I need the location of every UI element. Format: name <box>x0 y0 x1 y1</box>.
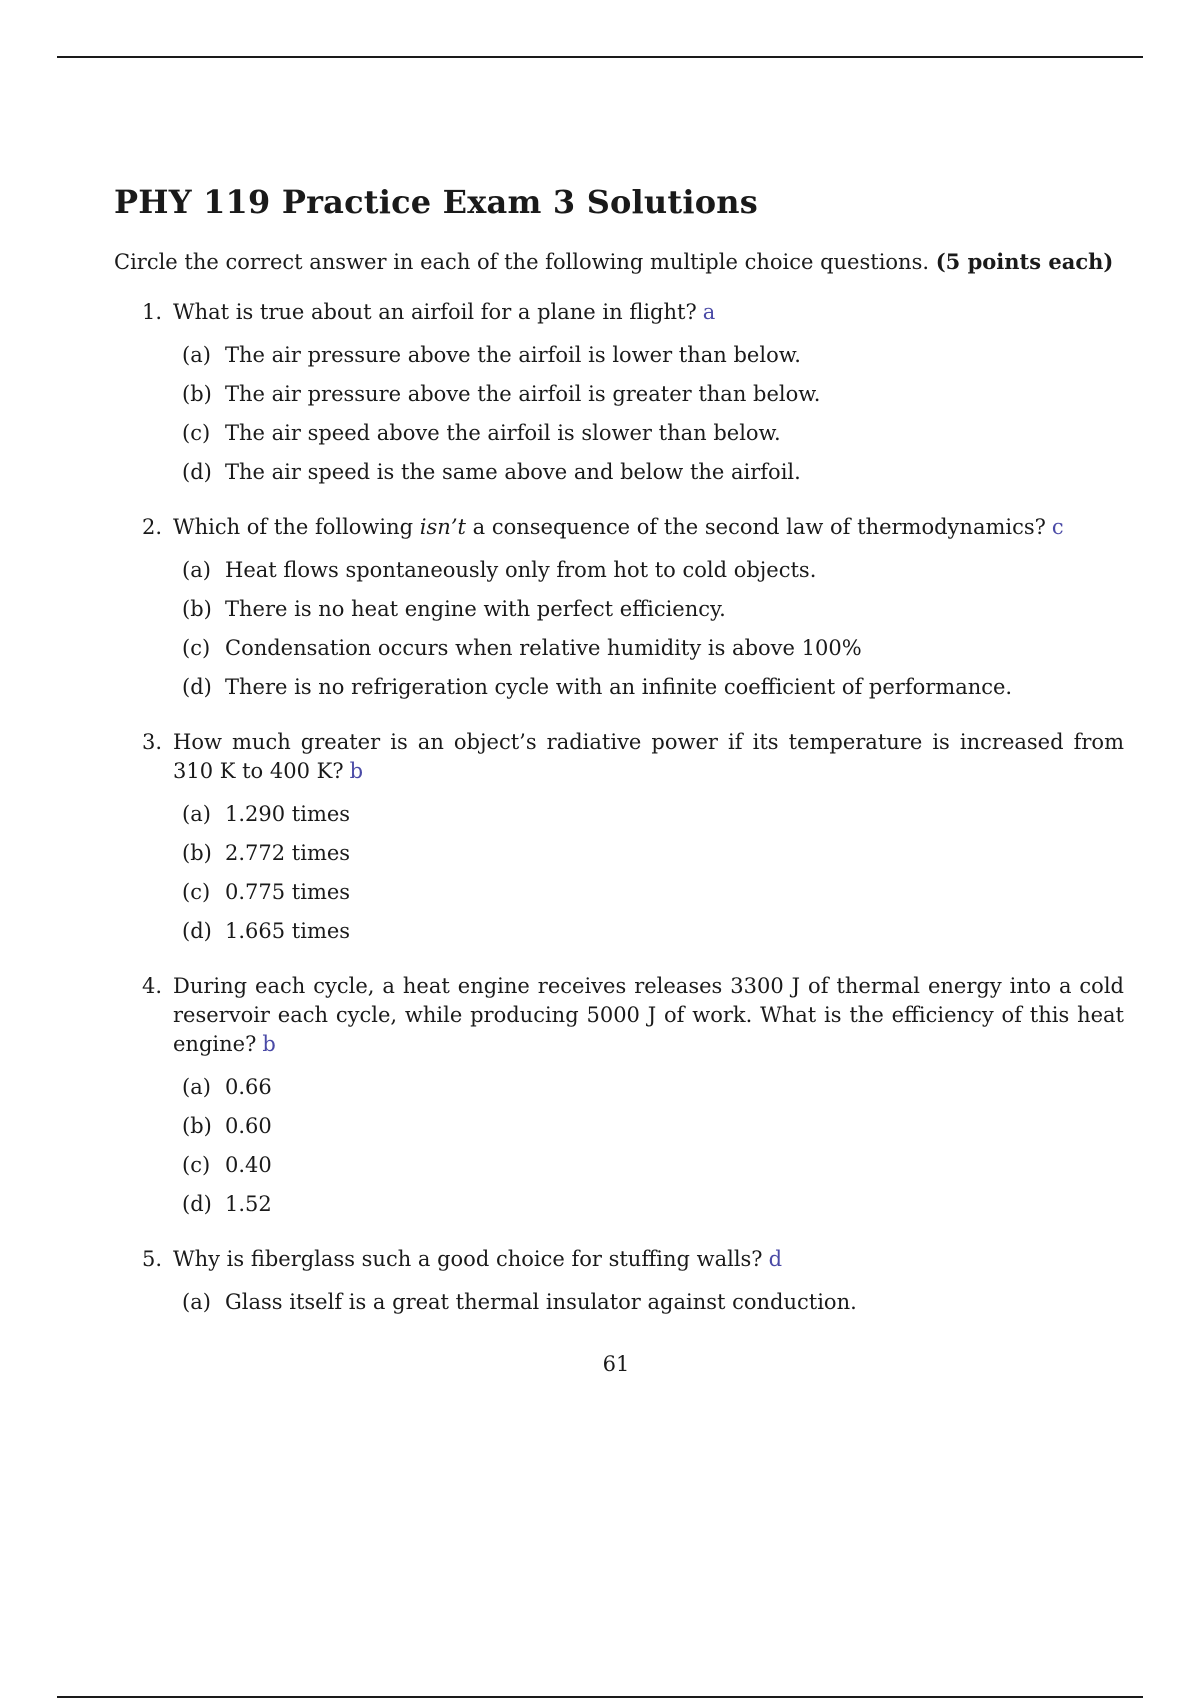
question-1 <box>114 298 1124 497</box>
choice-item <box>114 1151 1124 1190</box>
page-content <box>114 180 1124 1343</box>
question-text <box>173 1245 1124 1274</box>
choice-label: (a) <box>182 343 211 367</box>
choice-label: (c) <box>182 636 211 660</box>
bottom-rule <box>57 1696 1143 1698</box>
correct-answer: c <box>1051 515 1064 539</box>
choice-label: (b) <box>182 1114 212 1138</box>
points-note: (5 points each) <box>935 249 1114 274</box>
choice-item <box>114 380 1124 419</box>
question-4 <box>114 972 1124 1229</box>
question-emphasis: isn’t <box>419 515 466 539</box>
choice-item <box>114 595 1124 634</box>
choice-item <box>114 839 1124 878</box>
choice-label: (c) <box>182 880 211 904</box>
choice-text: 1.290 times <box>225 802 351 826</box>
choice-text: 0.66 <box>225 1075 272 1099</box>
question-prompt: Why is fiberglass such a good choice for stuffing walls? <box>173 1247 763 1271</box>
choice-list <box>114 556 1124 712</box>
choice-item <box>114 634 1124 673</box>
choice-list <box>114 1288 1124 1327</box>
choice-label: (a) <box>182 1075 211 1099</box>
choice-text: 1.52 <box>225 1192 272 1216</box>
choice-label: (b) <box>182 382 212 406</box>
question-5 <box>114 1245 1124 1327</box>
choice-text: There is no refrigeration cycle with an infinite coefficient of performance. <box>225 675 1013 699</box>
choice-text: The air pressure above the airfoil is lower than below. <box>225 343 801 367</box>
question-number: 4. <box>142 974 163 998</box>
question-prompt: What is true about an airfoil for a plane in flight? <box>173 300 697 324</box>
page-number: 61 <box>602 1352 630 1376</box>
choice-text: 0.60 <box>225 1114 272 1138</box>
choice-text: The air speed above the airfoil is slower than below. <box>225 421 781 445</box>
choice-item <box>114 878 1124 917</box>
choice-item <box>114 800 1124 839</box>
question-number: 3. <box>142 730 163 754</box>
choice-list <box>114 341 1124 497</box>
instructions <box>114 248 1124 276</box>
choice-item <box>114 1073 1124 1112</box>
choice-list <box>114 1073 1124 1229</box>
page-title: PHY 119 Practice Exam 3 Solutions <box>114 183 758 221</box>
choice-label: (d) <box>182 675 212 699</box>
choice-item <box>114 673 1124 712</box>
choice-item <box>114 341 1124 380</box>
choice-text: Heat flows spontaneously only from hot to cold objects. <box>225 558 817 582</box>
choice-list <box>114 800 1124 956</box>
choice-text: Glass itself is a great thermal insulator against conduction. <box>225 1290 857 1314</box>
question-text <box>173 513 1124 542</box>
choice-text: 0.775 times <box>225 880 351 904</box>
question-text <box>173 728 1124 786</box>
question-number: 5. <box>142 1247 163 1271</box>
choice-item <box>114 1288 1124 1327</box>
top-rule <box>57 56 1143 58</box>
question-prompt: During each cycle, a heat engine receives releases 3300 J of thermal energy into a cold reservoir each cycle, while producing 5000 J of work. What is the efficiency of this heat engine? <box>173 974 1124 1056</box>
question-text <box>173 298 1124 327</box>
choice-text: There is no heat engine with perfect efficiency. <box>225 597 726 621</box>
choice-item <box>114 458 1124 497</box>
choice-item <box>114 419 1124 458</box>
choice-label: (a) <box>182 558 211 582</box>
question-list <box>114 298 1124 1327</box>
question-prompt-start: Which of the following <box>173 515 414 539</box>
question-text <box>173 972 1124 1059</box>
choice-item <box>114 1112 1124 1151</box>
choice-label: (d) <box>182 1192 212 1216</box>
choice-label: (d) <box>182 460 212 484</box>
correct-answer: a <box>702 300 716 324</box>
choice-text: 0.40 <box>225 1153 272 1177</box>
choice-label: (b) <box>182 841 212 865</box>
correct-answer: b <box>262 1032 276 1056</box>
question-number: 2. <box>142 515 163 539</box>
correct-answer: d <box>768 1247 783 1271</box>
choice-text: The air pressure above the airfoil is greater than below. <box>225 382 821 406</box>
question-prompt: How much greater is an object’s radiative power if its temperature is increased from 310 K to 400 K? <box>173 730 1124 783</box>
choice-text: Condensation occurs when relative humidity is above 100% <box>225 636 862 660</box>
choice-text: 1.665 times <box>225 919 351 943</box>
choice-label: (d) <box>182 919 212 943</box>
question-number: 1. <box>142 300 163 324</box>
choice-item <box>114 917 1124 956</box>
choice-label: (a) <box>182 802 211 826</box>
correct-answer: b <box>349 759 364 783</box>
choice-text: The air speed is the same above and below the airfoil. <box>225 460 801 484</box>
question-2 <box>114 513 1124 712</box>
choice-label: (c) <box>182 421 211 445</box>
choice-text: 2.772 times <box>225 841 351 865</box>
instructions-text: Circle the correct answer in each of the following multiple choice questions. <box>114 250 930 274</box>
choice-label: (b) <box>182 597 212 621</box>
choice-label: (c) <box>182 1153 211 1177</box>
question-prompt-end: a consequence of the second law of thermodynamics? <box>472 515 1046 539</box>
choice-item <box>114 556 1124 595</box>
question-3 <box>114 728 1124 956</box>
choice-label: (a) <box>182 1290 211 1314</box>
choice-item <box>114 1190 1124 1229</box>
